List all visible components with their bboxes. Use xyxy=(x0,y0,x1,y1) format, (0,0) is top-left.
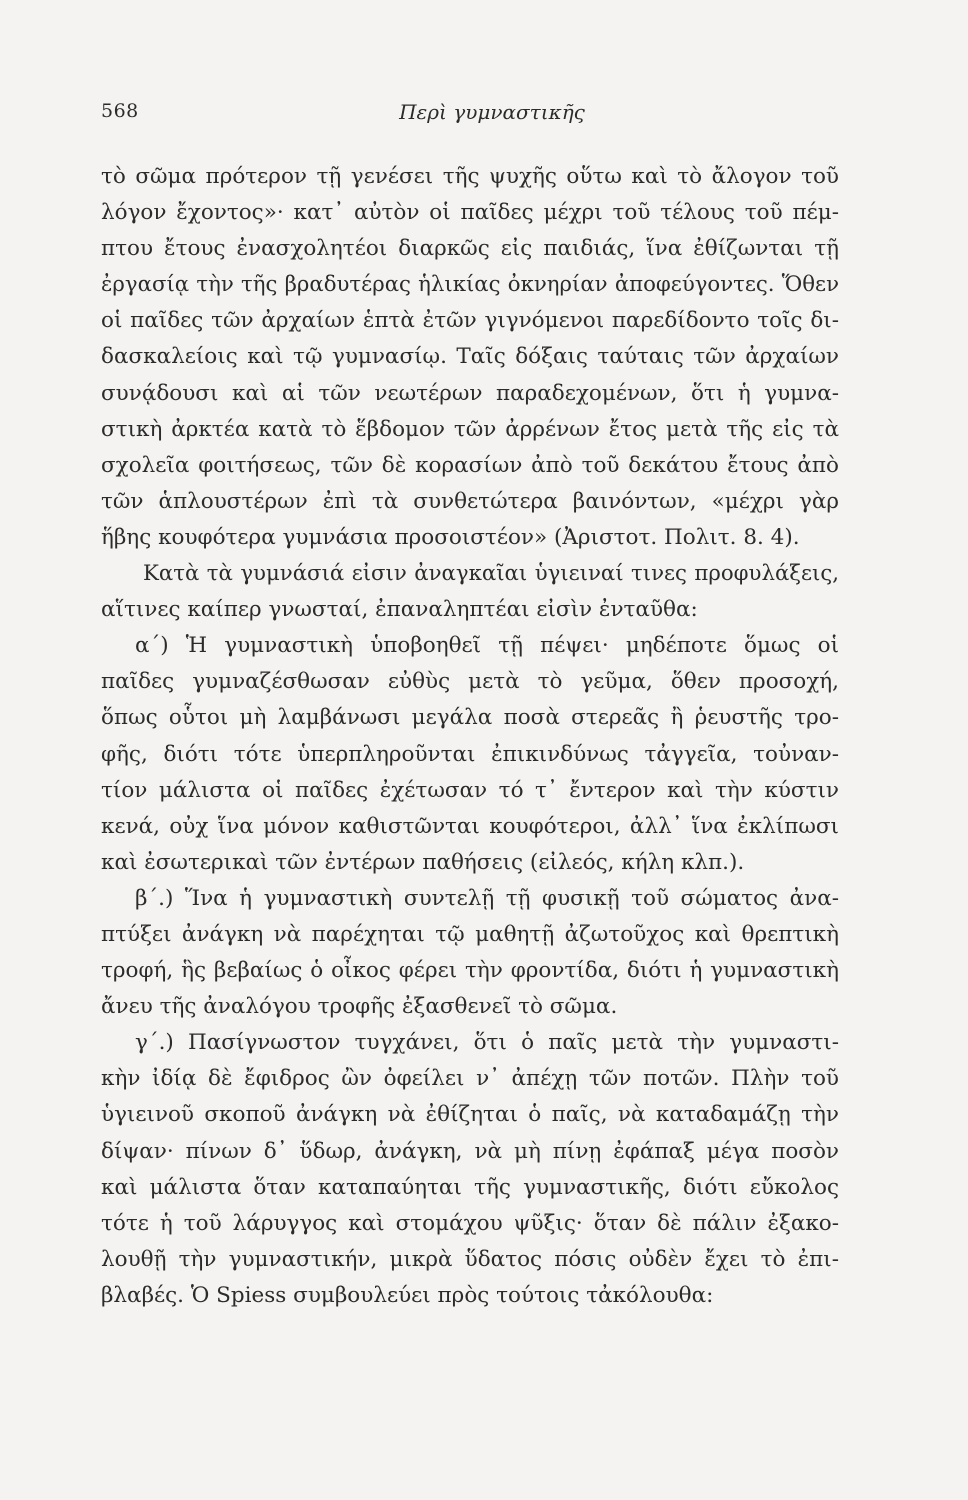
body-text xyxy=(101,159,839,1314)
text-line: ὑγιεινοῦ σκοποῦ ἀνάγκη νὰ ἐθίζηται ὁ παῖς, νὰ καταδαμάζῃ τὴν xyxy=(101,1102,839,1128)
text-line: β´.) Ἵνα ἡ γυμναστικὴ συντελῇ τῇ φυσικῇ τοῦ σώματος ἀνα- xyxy=(135,885,839,911)
text-line: τῶν ἁπλουστέρων ἐπὶ τὰ συνθετώτερα βαινόντων, «μέχρι γὰρ xyxy=(101,488,839,514)
text-line: καὶ μάλιστα ὅταν καταπαύηται τῆς γυμναστικῆς, διότι εὔκολος xyxy=(101,1174,839,1200)
text-line: κὴν ἰδίᾳ δὲ ἔφιδρος ὢν ὀφείλει ν᾽ ἀπέχῃ τῶν ποτῶν. Πλὴν τοῦ xyxy=(101,1066,839,1092)
text-line: δασκαλείοις καὶ τῷ γυμνασίῳ. Ταῖς δόξαις ταύταις τῶν ἀρχαίων xyxy=(101,344,839,370)
text-line: βλαβές. Ὁ Spiess συμβουλεύει πρὸς τούτοις τἀκόλουθα: xyxy=(101,1282,714,1308)
text-line: Κατὰ τὰ γυμνάσιά εἰσιν ἀναγκαῖαι ὑγιειναί τινες προφυλάξεις, xyxy=(143,561,839,587)
text-line: κενά, οὐχ ἵνα μόνον καθιστῶνται κουφότεροι, ἀλλ᾽ ἵνα ἐκλίπωσι xyxy=(101,813,839,839)
page-number: 568 xyxy=(101,100,139,122)
text-line: τότε ἡ τοῦ λάρυγγος καὶ στομάχου ψῦξις· ὅταν δὲ πάλιν ἐξακο- xyxy=(101,1210,839,1236)
text-line: ἥβης κουφότερα γυμνάσια προσοιστέον» (Ἀριστοτ. Πολιτ. 8. 4). xyxy=(101,524,800,550)
text-line: τὸ σῶμα πρότερον τῇ γενέσει τῆς ψυχῆς οὕτω καὶ τὸ ἄλογον τοῦ xyxy=(101,164,839,189)
running-title: Περὶ γυμναστικῆς xyxy=(399,100,585,124)
text-line: καὶ ἐσωτερικαὶ τῶν ἐντέρων παθήσεις (εἰλεός, κήλη κλπ.). xyxy=(101,849,745,875)
text-line: τροφή, ἣς βεβαίως ὁ οἶκος φέρει τὴν φροντίδα, διότι ἡ γυμναστικὴ xyxy=(101,958,839,984)
text-line: α´) Ἡ γυμναστικὴ ὑποβοηθεῖ τῇ πέψει· μηδέποτε ὅμως οἱ xyxy=(135,633,839,659)
text-line: πτύξει ἀνάγκη νὰ παρέχηται τῷ μαθητῇ ἀζωτοῦχος καὶ θρεπτικὴ xyxy=(101,921,839,947)
text-line: οἱ παῖδες τῶν ἀρχαίων ἑπτὰ ἐτῶν γιγνόμενοι παρεδίδοντο τοῖς δι- xyxy=(101,308,839,334)
text-line: πτου ἔτους ἐνασχολητέοι διαρκῶς εἰς παιδιάς, ἵνα ἐθίζωνται τῇ xyxy=(101,236,839,262)
text-line: δίψαν· πίνων δ᾽ ὕδωρ, ἀνάγκη, νὰ μὴ πίνῃ ἐφάπαξ μέγα ποσὸν xyxy=(101,1138,839,1164)
text-line: γ´.) Πασίγνωστον τυγχάνει, ὅτι ὁ παῖς μετὰ τὴν γυμναστι- xyxy=(135,1030,839,1056)
text-line: λουθῇ τὴν γυμναστικήν, μικρὰ ὕδατος πόσις οὐδὲν ἔχει τὸ ἐπι- xyxy=(101,1246,839,1272)
text-line: λόγον ἔχοντος»· κατ᾽ αὐτὸν οἱ παῖδες μέχρι τοῦ τέλους τοῦ πέμ- xyxy=(101,200,839,226)
text-line: τίον μάλιστα οἱ παῖδες ἐχέτωσαν τό τ᾽ ἔντερον καὶ τὴν κύστιν xyxy=(101,777,839,803)
text-line: συνᾴδουσι καὶ αἱ τῶν νεωτέρων παραδεχομένων, ὅτι ἡ γυμνα- xyxy=(101,380,839,406)
text-line: φῆς, διότι τότε ὑπερπληροῦνται ἐπικινδύνως τἀγγεῖα, τοὐναν- xyxy=(101,741,839,767)
text-line: ἄνευ τῆς ἀναλόγου τροφῆς ἐξασθενεῖ τὸ σῶμα. xyxy=(101,994,618,1020)
text-line: ἐργασίᾳ τὴν τῆς βραδυτέρας ἡλικίας ὀκνηρίαν ἀποφεύγοντες. Ὅθεν xyxy=(101,272,839,298)
text-line: αἵτινες καίπερ γνωσταί, ἐπαναληπτέαι εἰσὶν ἐνταῦθα: xyxy=(101,597,698,623)
text-line: παῖδες γυμναζέσθωσαν εὐθὺς μετὰ τὸ γεῦμα, ὅθεν προσοχή, xyxy=(101,669,839,695)
text-line: ὅπως οὗτοι μὴ λαμβάνωσι μεγάλα ποσὰ στερεᾶς ἢ ῥευστῆς τρο- xyxy=(101,705,839,731)
text-line: στικὴ ἀρκτέα κατὰ τὸ ἕβδομον τῶν ἀρρένων ἔτος μετὰ τῆς εἰς τὰ xyxy=(101,416,839,442)
text-line: σχολεῖα φοιτήσεως, τῶν δὲ κορασίων ἀπὸ τοῦ δεκάτου ἔτους ἀπὸ xyxy=(101,452,839,478)
